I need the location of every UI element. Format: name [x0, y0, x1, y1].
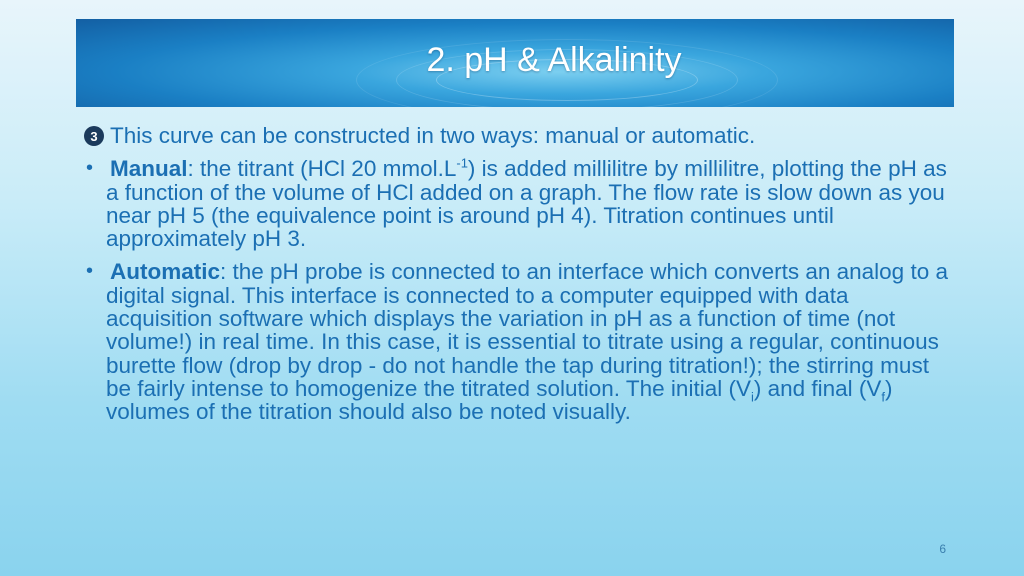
- automatic-text: [106, 260, 954, 423]
- number-three-icon: 3: [84, 126, 104, 146]
- page-number: 6: [939, 542, 946, 556]
- bullet-manual: [84, 157, 954, 250]
- slide-content: [84, 124, 954, 434]
- automatic-subscript-f: f: [881, 389, 886, 405]
- manual-text: [106, 157, 954, 250]
- title-banner: [76, 19, 954, 107]
- manual-text-part2: ) is added millilitre by millilitre, plotting the pH as a function of the volume of HCl added on a graph. The flow rate is slow down as you near pH 5 (the equivalence point is around pH 4). Titration continues until approximately pH 3.: [106, 156, 947, 252]
- automatic-subscript-i: i: [750, 389, 754, 405]
- bullet-dot-icon: •: [86, 260, 94, 283]
- manual-lead: Manual: [110, 156, 188, 182]
- automatic-lead: Automatic: [110, 259, 221, 285]
- manual-superscript: -1: [456, 155, 468, 171]
- manual-text-part1: : the titrant (HCl 20 mmol.L: [187, 156, 457, 182]
- slide-title: 2. pH & Alkalinity: [426, 41, 682, 79]
- bullet-dot-icon: •: [86, 157, 94, 180]
- intro-line: [84, 124, 954, 147]
- intro-text: This curve can be constructed in two ways: manual or automatic.: [110, 123, 756, 148]
- automatic-text-part2: ) and final (V: [753, 375, 882, 401]
- automatic-text-part3: ) volumes of the titration should also be noted visually.: [106, 375, 893, 425]
- automatic-text-part1: : the pH probe is connected to an interface which converts an analog to a digital signal. This interface is connected to a computer equipped with data acquisition software which displays the variation in pH as a function of time (not volume!) in real time. In this case, it is essential to titrate using a regular, continuous burette flow (drop by drop - do not handle the tap during titration!); the stirring must be fairly intense to homogenize the titrated solution. The initial (V: [106, 259, 948, 401]
- bullet-automatic: [84, 260, 954, 423]
